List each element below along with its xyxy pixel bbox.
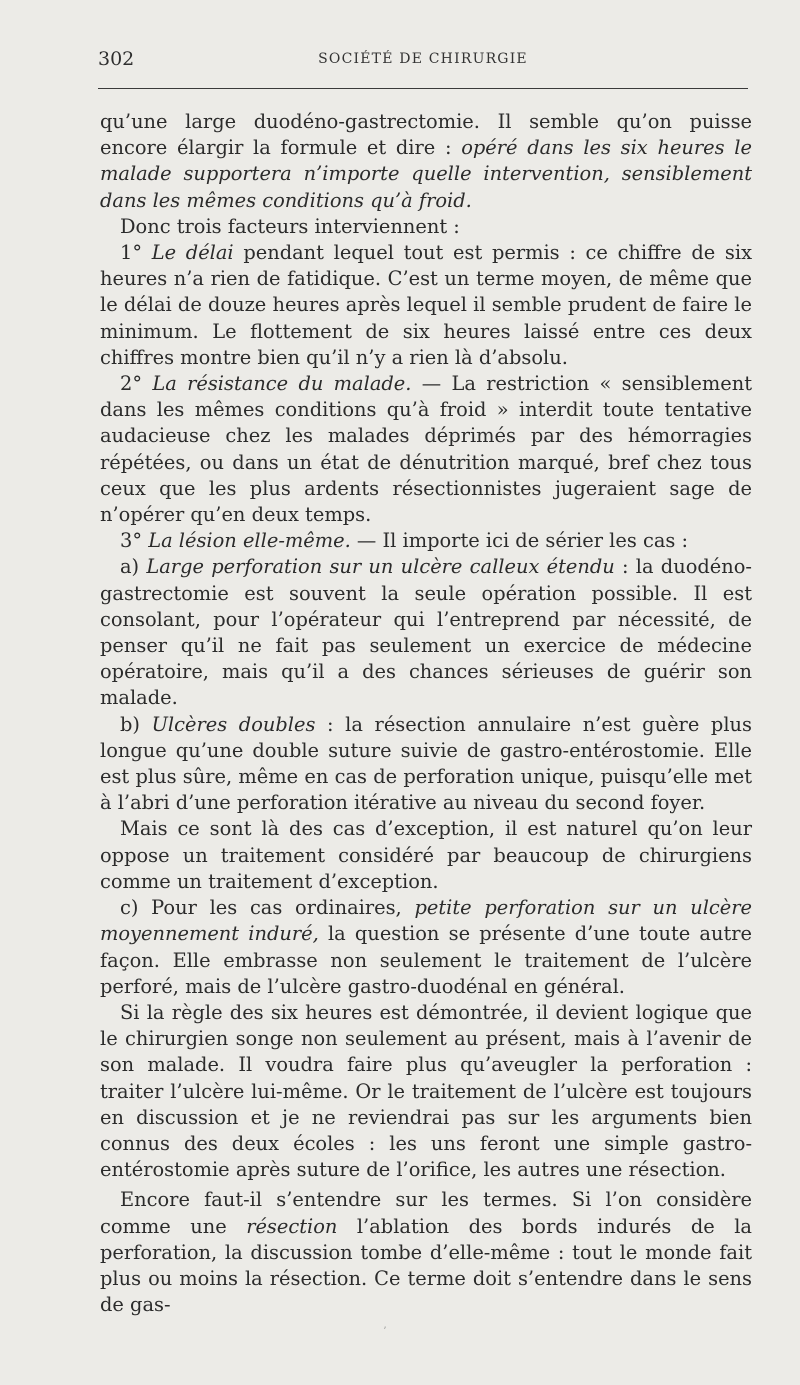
- text-run: 3°: [120, 529, 149, 553]
- paragraph: [100, 712, 752, 817]
- italic-run: La lésion elle-même.: [148, 529, 351, 553]
- italic-run: opéré dans les six heures le malade supportera n’importe quelle intervention, sensiblement dans les mêmes conditions qu’à froid.: [100, 136, 752, 212]
- text-run: : la résection annulaire n’est guère plus longue qu’une double suture suivie de gastro-entérostomie. Elle est plus sûre, même en cas de perforation unique, puisqu’elle met à l’abri d’une perforation itérative au niveau du second foyer.: [100, 712, 752, 815]
- text-run: b): [120, 712, 152, 736]
- paragraph: [100, 554, 752, 711]
- text-run: 2°: [120, 372, 153, 396]
- paragraph: [100, 214, 752, 240]
- italic-run: petite perforation sur un ulcère moyennement induré,: [100, 896, 752, 946]
- running-head: SOCIÉTÉ DE CHIRURGIE: [318, 51, 528, 67]
- text-run: — La restriction « sensiblement dans les mêmes conditions qu’à froid » interdit toute tentative audacieuse chez les malades déprimés par des hémorragies répétées, ou dans un état de dénutrition marqué, bref chez tous ceux que les plus ardents résectionnistes jugeraient sage de n’opérer qu’en deux temps.: [100, 372, 752, 527]
- text-run: l’ablation des bords indurés de la perforation, la discussion tombe d’elle-même : tout le monde fait plus ou moins la résection. Ce terme doit s’entendre dans le sens de gas-: [100, 1214, 752, 1317]
- page-number: 302: [98, 48, 135, 70]
- paragraph: [100, 240, 752, 371]
- paragraph: [100, 371, 752, 528]
- text-run: pendant lequel tout est permis : ce chiffre de six heures n’a rien de fatidique. C’est un terme moyen, de même que le délai de douze heures après lequel il semble prudent de faire le minimum. Le flottement de six heures laissé entre ces deux chiffres montre bien qu’il n’y a rien là d’absolu.: [100, 241, 753, 369]
- text-run: 1°: [120, 241, 152, 265]
- ink-speck: ʼ: [383, 1326, 387, 1337]
- paragraph: [100, 1187, 752, 1318]
- text-run: : la duodéno-gastrectomie est souvent la seule opération possible. Il est consolant, pour l’opérateur qui l’entreprend par nécessité, de penser qu’il ne fait pas seulement un exercice de médecine opératoire, mais qu’il a des chances sérieuses de guérir son malade.: [100, 555, 752, 710]
- paragraph: [100, 109, 752, 214]
- italic-run: La résistance du malade.: [152, 372, 412, 396]
- paragraph: [100, 528, 752, 554]
- body-text: [100, 109, 752, 1318]
- text-run: qu’une large duodéno-gastrectomie. Il semble qu’on puisse encore élargir la formule et dire :: [100, 110, 752, 160]
- page-header: [98, 48, 748, 72]
- text-run: c) Pour les cas ordinaires,: [120, 896, 415, 920]
- italic-run: résection: [246, 1214, 338, 1238]
- text-run: Encore faut-il s’entendre sur les termes. Si l’on considère comme une: [100, 1188, 752, 1238]
- italic-run: Le délai: [151, 241, 234, 265]
- italic-run: Ulcères doubles: [151, 712, 316, 736]
- text-run: Donc trois facteurs interviennent :: [120, 214, 460, 238]
- text-run: Mais ce sont là des cas d’exception, il est naturel qu’on leur oppose un traitement considéré par beaucoup de chirurgiens comme un traitement d’exception.: [100, 817, 752, 893]
- paragraph: [100, 895, 752, 1000]
- text-run: la question se présente d’une toute autre façon. Elle embrasse non seulement le traitement de l’ulcère perforé, mais de l’ulcère gastro-duodénal en général.: [100, 922, 752, 998]
- text-run: — Il importe ici de sérier les cas :: [350, 529, 689, 553]
- header-rule: [98, 88, 748, 89]
- paragraph: [100, 816, 752, 895]
- text-run: a): [120, 555, 147, 579]
- italic-run: Large perforation sur un ulcère calleux étendu: [146, 555, 615, 579]
- text-run: Si la règle des six heures est démontrée, il devient logique que le chirurgien songe non seulement au présent, mais à l’avenir de son malade. Il voudra faire plus qu’aveugler la perforation : traiter l’ulcère lui-même. Or le traitement de l’ulcère est toujours en discussion et je ne reviendrai pas sur les arguments bien connus des deux écoles : les uns feront une simple gastro-entérostomie après suture de l’orifice, les autres une résection.: [100, 1000, 752, 1182]
- paragraph: [100, 1000, 752, 1183]
